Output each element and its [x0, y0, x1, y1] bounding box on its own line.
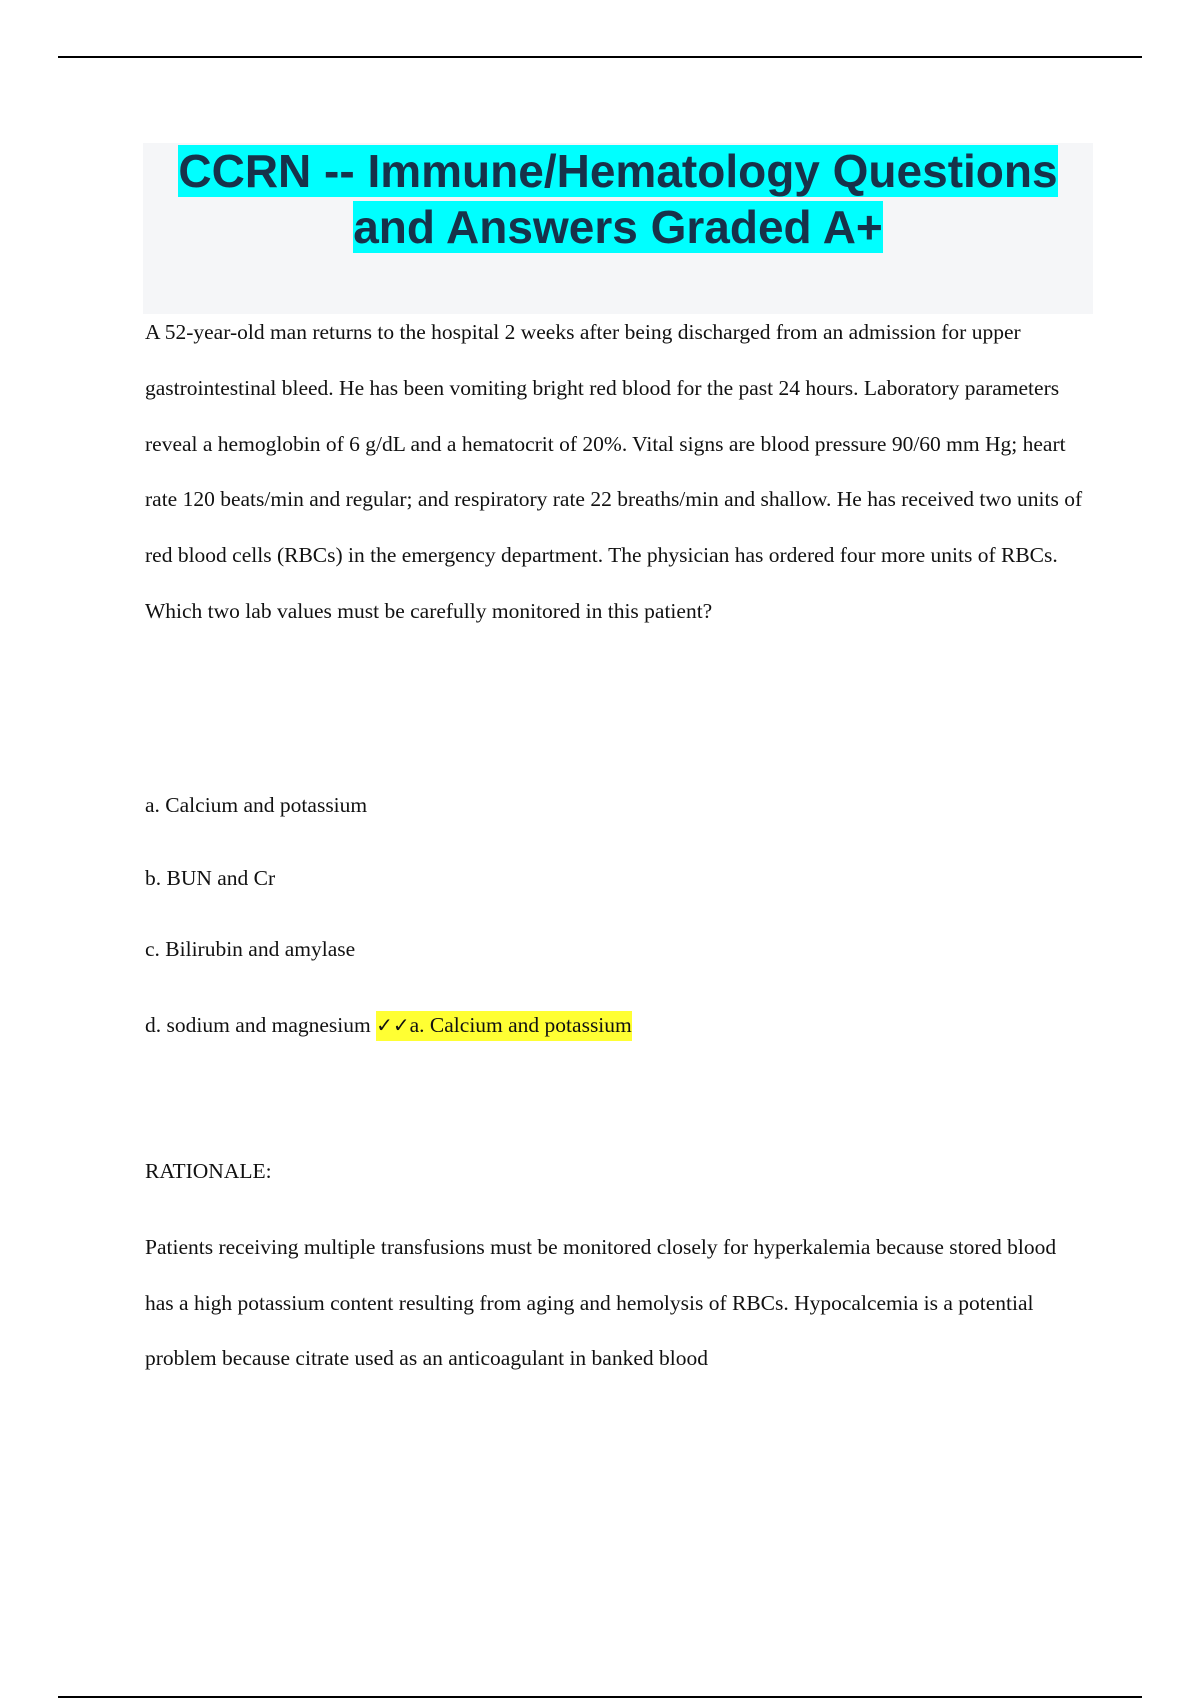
answer-text: a. Calcium and potassium: [409, 1013, 632, 1037]
rationale-label: RATIONALE:: [145, 1159, 272, 1183]
title-line-1: CCRN -- Immune/Hematology Questions: [178, 145, 1058, 197]
answer-highlight: [376, 1011, 632, 1041]
check-icon: ✓✓: [376, 1013, 410, 1037]
rationale-text: Patients receiving multiple transfusions must be monitored closely for hyperkalemia because stored blood has a high potassium content resulting from aging and hemolysis of RBCs. Hypocalcemia is a potential problem because citrate used as an anticoagulant in banked blood: [145, 1235, 1057, 1370]
question-text: A 52-year-old man returns to the hospital 2 weeks after being discharged from an admission for upper gastrointestinal bleed. He has been vomiting bright red blood for the past 24 hours. Laboratory parameters reveal a hemoglobin of 6 g/dL and a hematocrit of 20%. Vital signs are blood pressure 90/60 mm Hg; heart rate 120 beats/min and regular; and respiratory rate 22 breaths/min and shallow. He has received two units of red blood cells (RBCs) in the emergency department. The physician has ordered four more units of RBCs. Which two lab values must be carefully monitored in this patient?: [145, 320, 1083, 623]
top-rule: [58, 56, 1142, 58]
bottom-rule: [58, 1696, 1142, 1698]
option-c: c. Bilirubin and amylase: [145, 937, 356, 961]
option-a: a. Calcium and potassium: [145, 793, 368, 817]
title-line-2: and Answers Graded A+: [353, 201, 883, 253]
option-b: b. BUN and Cr: [145, 866, 276, 890]
document-title: [143, 143, 1093, 255]
option-d-line: [145, 1010, 632, 1040]
option-d: d. sodium and magnesium: [145, 1013, 371, 1037]
